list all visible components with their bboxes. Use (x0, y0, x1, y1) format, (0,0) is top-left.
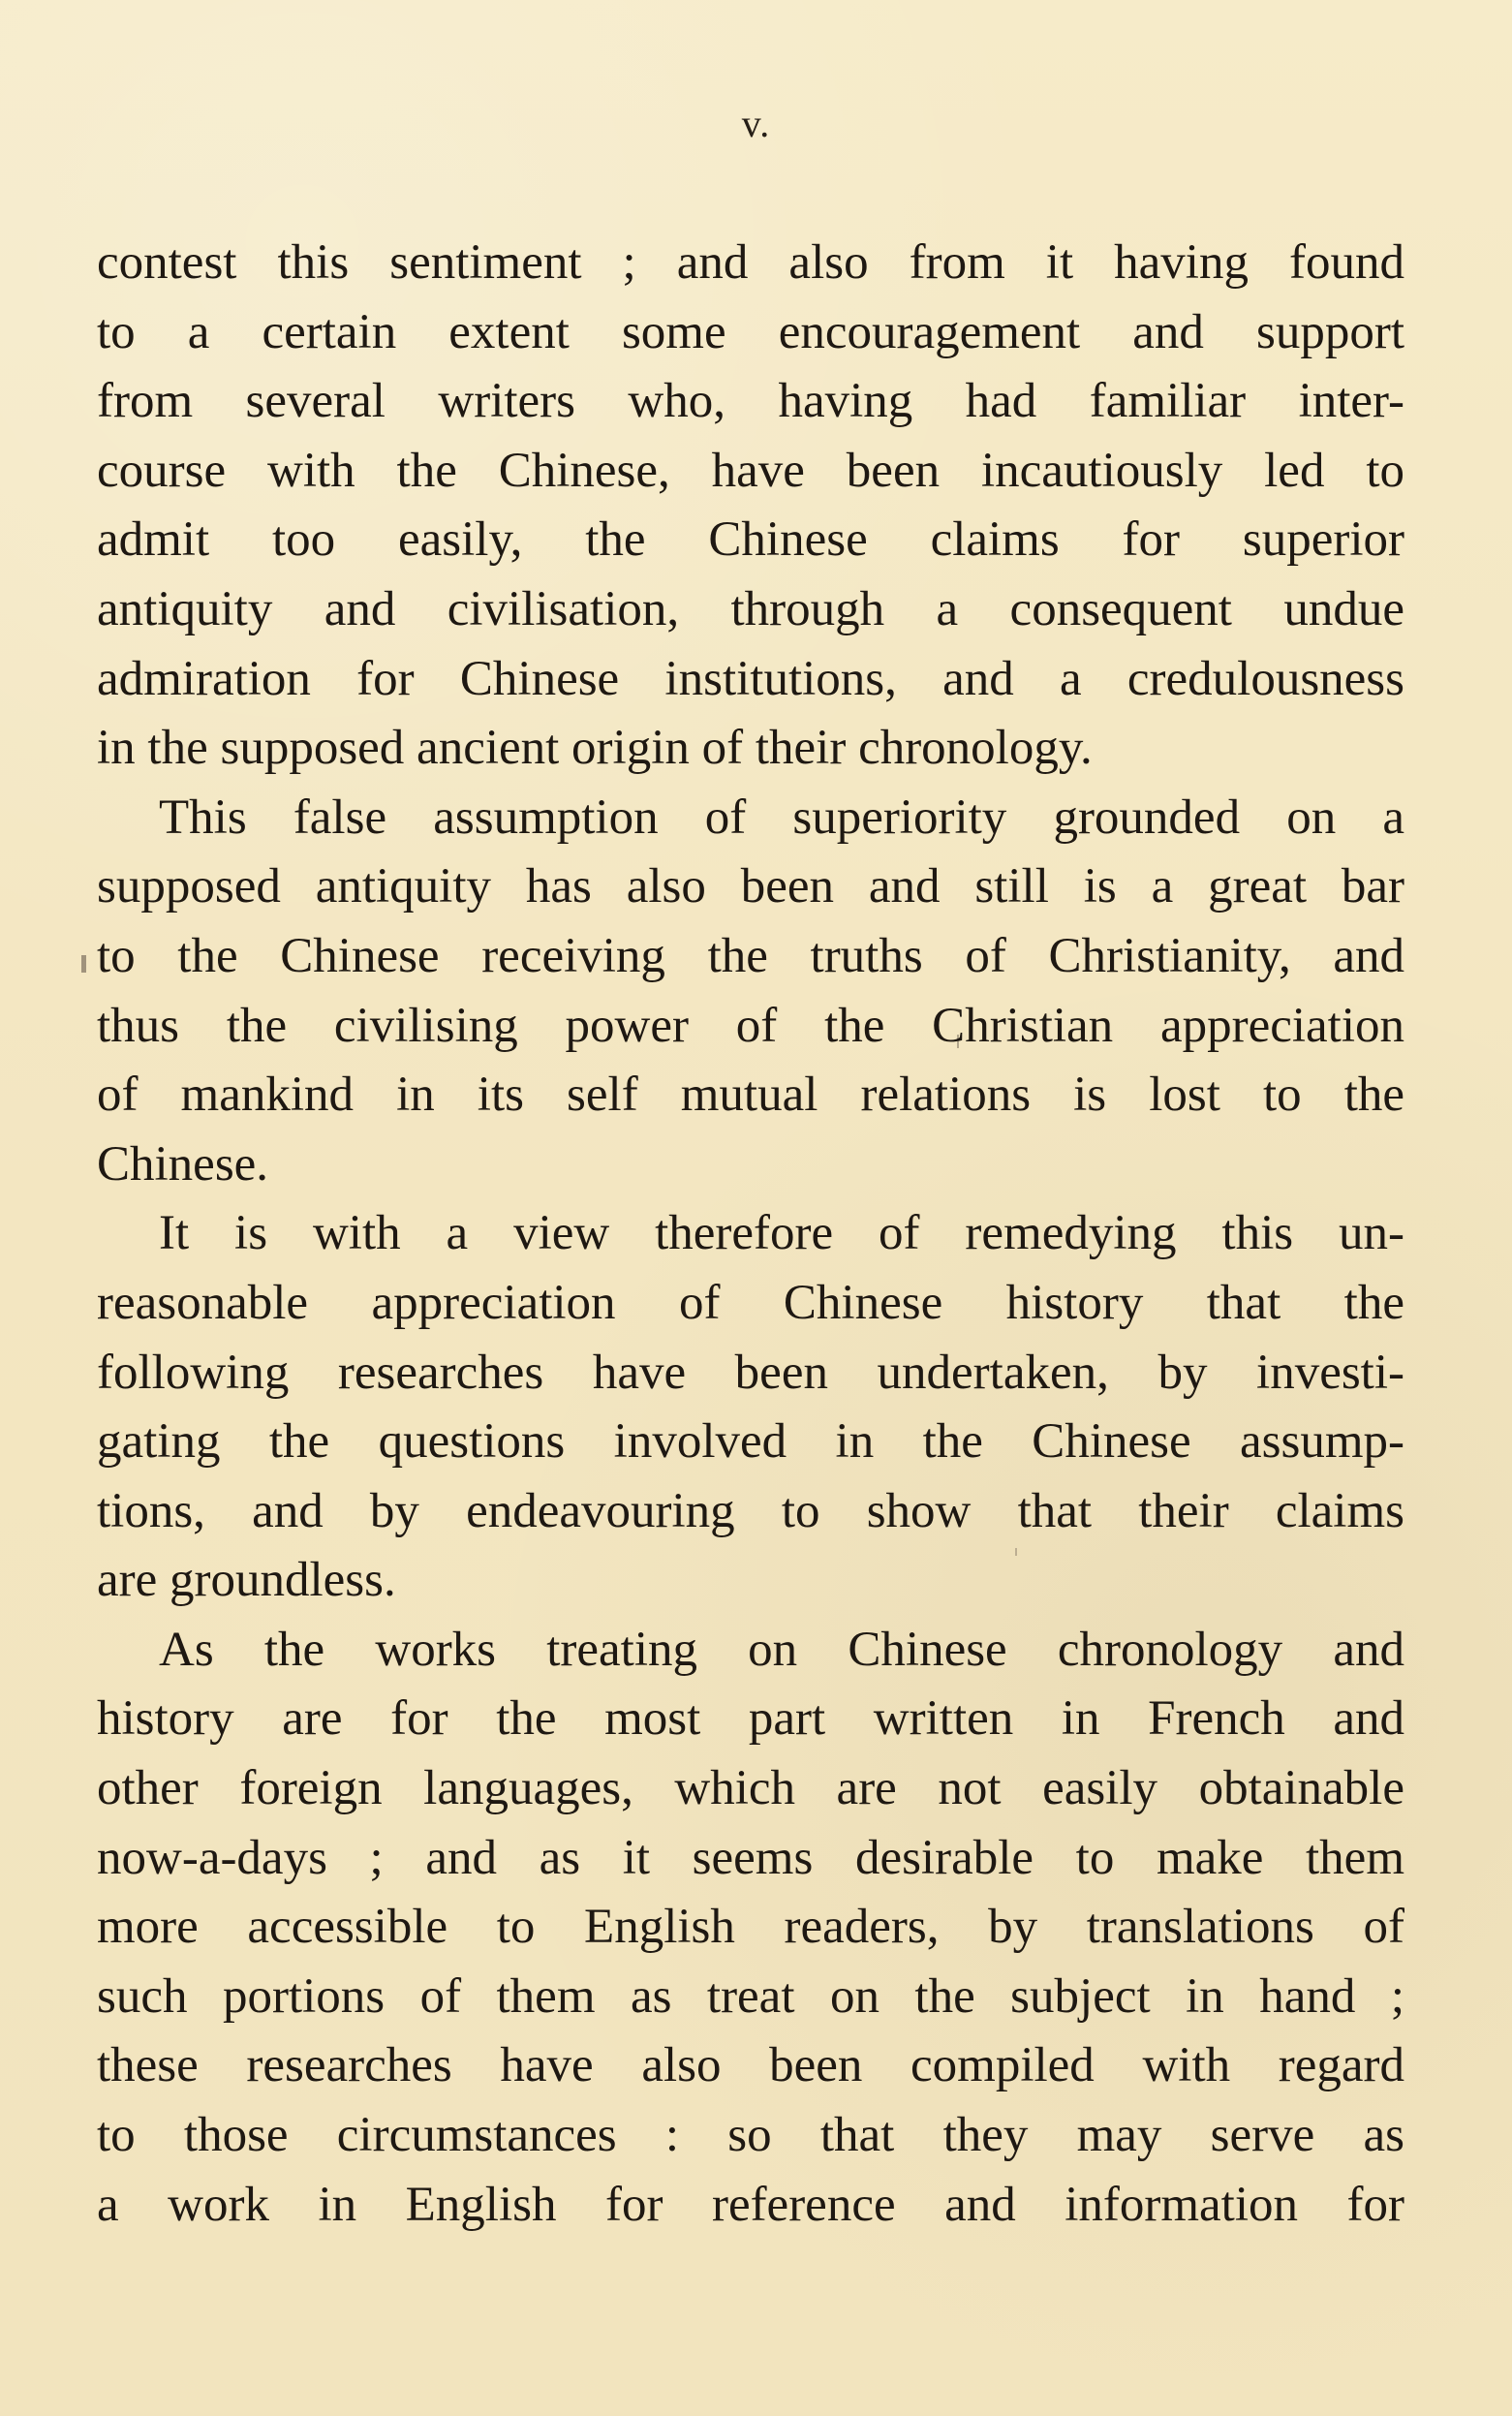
text-line: supposed antiquity has also been and still is a great bar (97, 859, 1404, 914)
text-line: other foreign languages, which are not easily obtainable (97, 1761, 1404, 1816)
text-line: in the supposed ancient origin of their chronology. (97, 721, 1093, 776)
text-line: these researches have also been compiled with regard (97, 2038, 1404, 2093)
text-line: from several writers who, having had familiar inter- (97, 374, 1404, 429)
body-text (97, 229, 1404, 2240)
text-line: to a certain extent some encouragement and support (97, 304, 1404, 359)
text-line: This false assumption of superiority grounded on a (159, 790, 1404, 845)
text-line: following researches have been undertaken, by investi- (97, 1345, 1404, 1400)
paper-mark (81, 955, 86, 973)
text-line: course with the Chinese, have been incautiously led to (97, 443, 1404, 498)
text-line: to those circumstances : so that they may serve as (97, 2108, 1404, 2163)
text-line: It is with a view therefore of remedying this un- (159, 1206, 1404, 1261)
page-number: v. (741, 102, 771, 145)
text-line: admit too easily, the Chinese claims for superior (97, 512, 1404, 568)
text-line: reasonable appreciation of Chinese history that the (97, 1275, 1404, 1330)
text-line: to the Chinese receiving the truths of Christianity, and (97, 928, 1404, 983)
text-line: more accessible to English readers, by translations of (97, 1900, 1404, 1955)
text-line: gating the questions involved in the Chinese assump- (97, 1414, 1404, 1470)
text-line: are groundless. (97, 1553, 396, 1608)
text-line: history are for the most part written in French and (97, 1691, 1404, 1747)
text-line: antiquity and civilisation, through a consequent undue (97, 581, 1404, 636)
text-line: contest this sentiment ; and also from it having found (97, 235, 1404, 290)
text-line: thus the civilising power of the Christian appreciation (97, 998, 1404, 1053)
text-line: of mankind in its self mutual relations is lost to the (97, 1068, 1404, 1123)
text-line: As the works treating on Chinese chronology and (159, 1622, 1404, 1677)
text-line: tions, and by endeavouring to show that their claims (97, 1483, 1404, 1538)
text-line: now-a-days ; and as it seems desirable to make them (97, 1830, 1404, 1885)
text-line: such portions of them as treat on the subject in hand ; (97, 1968, 1404, 2024)
text-line: Chinese. (97, 1136, 269, 1192)
text-line: a work in English for reference and information for (97, 2177, 1404, 2232)
text-line: admiration for Chinese institutions, and a credulousness (97, 651, 1404, 706)
